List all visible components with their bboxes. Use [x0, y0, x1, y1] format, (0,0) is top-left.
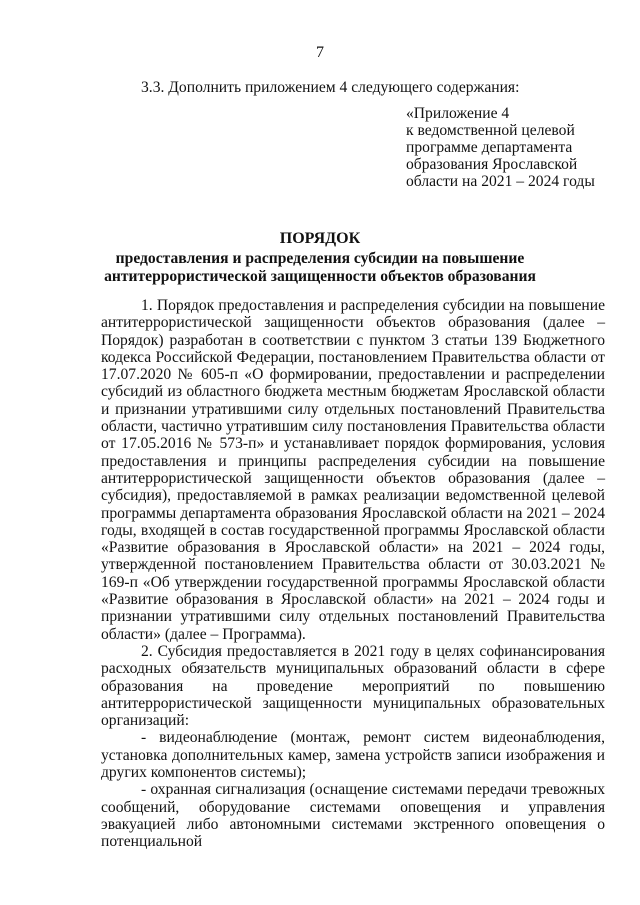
annex-line: программе департамента: [406, 139, 573, 156]
annex-line: «Приложение 4: [406, 105, 510, 122]
document-subtitle-line: предоставления и распределения субсидии на повышение: [115, 250, 525, 267]
annex-heading: [406, 105, 611, 190]
annex-line: области на 2021 – 2024 годы: [406, 173, 595, 190]
list-item-alarm: - охранная сигнализация (оснащение системами передачи тревожных сообщений, оборудование системами оповещения и управления эвакуацией либо автономными системами экстренного оповещения о потенциальной: [101, 781, 605, 851]
page-number: 7: [316, 44, 324, 61]
document-title: ПОРЯДОК: [279, 230, 361, 247]
paragraph-1: 1. Порядок предоставления и распределения субсидии на повышение антитеррористической защищенности объектов образования (далее – Порядок) разработан в соответствии с пунктом 3 статьи 139 Бюджетного кодекса Российской Федерации, постановлением Правительства области от 17.07.2020 № 605-п «О формировании, предоставлении и распределении субсидий из областного бюджета местным бюджетам Ярославской области и признании утратившими силу отдельных постановлений Правительства области, частично утратившим силу постановления Правительства области от 17.05.2016 № 573-п» и устанавливает порядок формирования, условия предоставления и принципы распределения субсидии на повышение антитеррористической защищенности объектов образования (далее – субсидия), предоставляемой в рамках реализации ведомственной целевой программы департамента образования Ярославской области на 2021 – 2024 годы, входящей в состав государственной программы Ярославской области «Развитие образования в Ярославской области» на 2021 – 2024 годы, утвержденной постановлением Правительства области от 30.03.2021 № 169-п «Об утверждении государственной программы Ярославской области «Развитие образования в Ярославской области» на 2021 – 2024 годы и признании утратившими силу отдельных постановлений Правительства области» (далее – Программа).: [101, 297, 605, 643]
document-body: [101, 297, 605, 851]
annex-line: к ведомственной целевой: [406, 122, 575, 139]
document-subtitle-line: антитеррористической защищенности объектов образования: [104, 268, 536, 285]
amendment-item: 3.3. Дополнить приложением 4 следующего содержания:: [141, 79, 520, 96]
paragraph-2: 2. Субсидия предоставляется в 2021 году в целях софинансирования расходных обязательств муниципальных образований области в сфере образования на проведение мероприятий по повышению антитеррористической защищенности муниципальных образовательных организаций:: [101, 642, 605, 730]
annex-line: образования Ярославской: [406, 156, 578, 173]
list-item-video: - видеонаблюдение (монтаж, ремонт систем видеонаблюдения, установка дополнительных камер, замена устройств записи изображения и других компонентов системы);: [101, 729, 605, 782]
